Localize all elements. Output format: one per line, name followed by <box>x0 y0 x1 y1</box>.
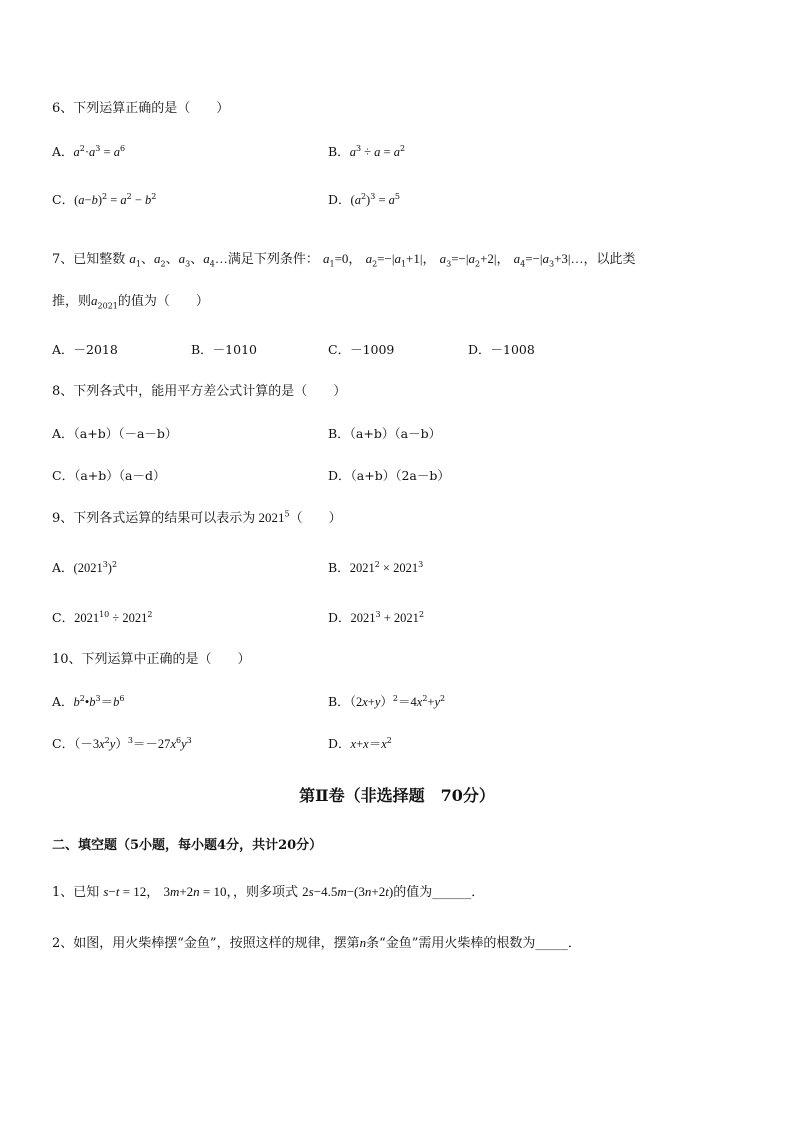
q9-stem: 9、下列各式运算的结果可以表示为 2021$^5$（ ） <box>52 509 342 526</box>
part2-title: 二、填空题（5小题，每小题4分，共计20分） <box>52 838 323 853</box>
q9-option-b: B．$2021^2 \times 2021^3$ <box>328 559 424 575</box>
q8-option-a: A．（a+b）（－a－b） <box>52 426 178 441</box>
q10-stem: 10、下列运算中正确的是（ ） <box>52 652 251 667</box>
q10-option-a: A．$b^2•b^3=b^6$ <box>52 693 125 709</box>
q8-stem: 8、下列各式中，能用平方差公式计算的是（ ） <box>52 384 347 399</box>
q9-option-c: C．$2021^{10} \div 2021^2$ <box>52 609 153 625</box>
q9-option-a: A．$(2021^3)^2$ <box>52 559 118 575</box>
q6-stem: 6、下列运算正确的是（ ） <box>52 101 230 116</box>
fill-question-1: 1、已知 s−t = 12， 3m+2n = 10，，则多项式 2s−4.5m−(3n+2t)的值为______． <box>52 884 485 900</box>
q10-option-b: B．$(2x+y)^2=4x^2+y^2$ <box>328 693 446 709</box>
q10-option-d: D．$x+x=x^2$ <box>328 735 392 751</box>
q6-option-b: B．$a^3 \div a = a^2$ <box>328 143 406 159</box>
fill-question-2: 2、如图，用火柴棒摆“金鱼”，按照这样的规律，摆第n条“金鱼”需用火柴棒的根数为_____． <box>52 935 581 951</box>
q6-option-a: A．$a^2\cdot a^3 = a^6$ <box>52 143 126 159</box>
q7-option-d: D．－1008 <box>468 342 535 357</box>
section-title: 第Ⅱ卷（非选择题 70分） <box>299 786 495 805</box>
q7-stem-line2: 推，则$a_{2021}$的值为（ ） <box>52 293 209 311</box>
q8-option-d: D．（a+b）（2a－b） <box>328 468 450 483</box>
q7-option-b: B．－1010 <box>191 342 257 357</box>
q10-option-c: C．$(-3x^2y)^3=-27x^6y^3$ <box>52 735 192 751</box>
q7-option-a: A．－2018 <box>52 342 118 357</box>
q7-option-c: C．－1009 <box>328 342 395 357</box>
q7-stem-line1: 7、已知整数 $a_1$、$a_2$、$a_3$、$a_4\dots$满足下列条件： $a_1=0$， $a_2=-|a_1+1|$， $a_3=-|a_2+2|$， $a_4=-|a_3+3|\dots$，以此类 <box>52 251 636 269</box>
q8-option-b: B．（a+b）（a－b） <box>328 426 442 441</box>
q6-option-c: C．$(a-b)^2 = a^2 - b^2$ <box>52 191 157 207</box>
q9-option-d: D．$2021^3 + 2021^2$ <box>328 609 425 625</box>
q8-option-c: C．（a+b）（a－d） <box>52 468 166 483</box>
q6-option-d: D．$(a^2)^3 = a^5$ <box>328 191 400 207</box>
